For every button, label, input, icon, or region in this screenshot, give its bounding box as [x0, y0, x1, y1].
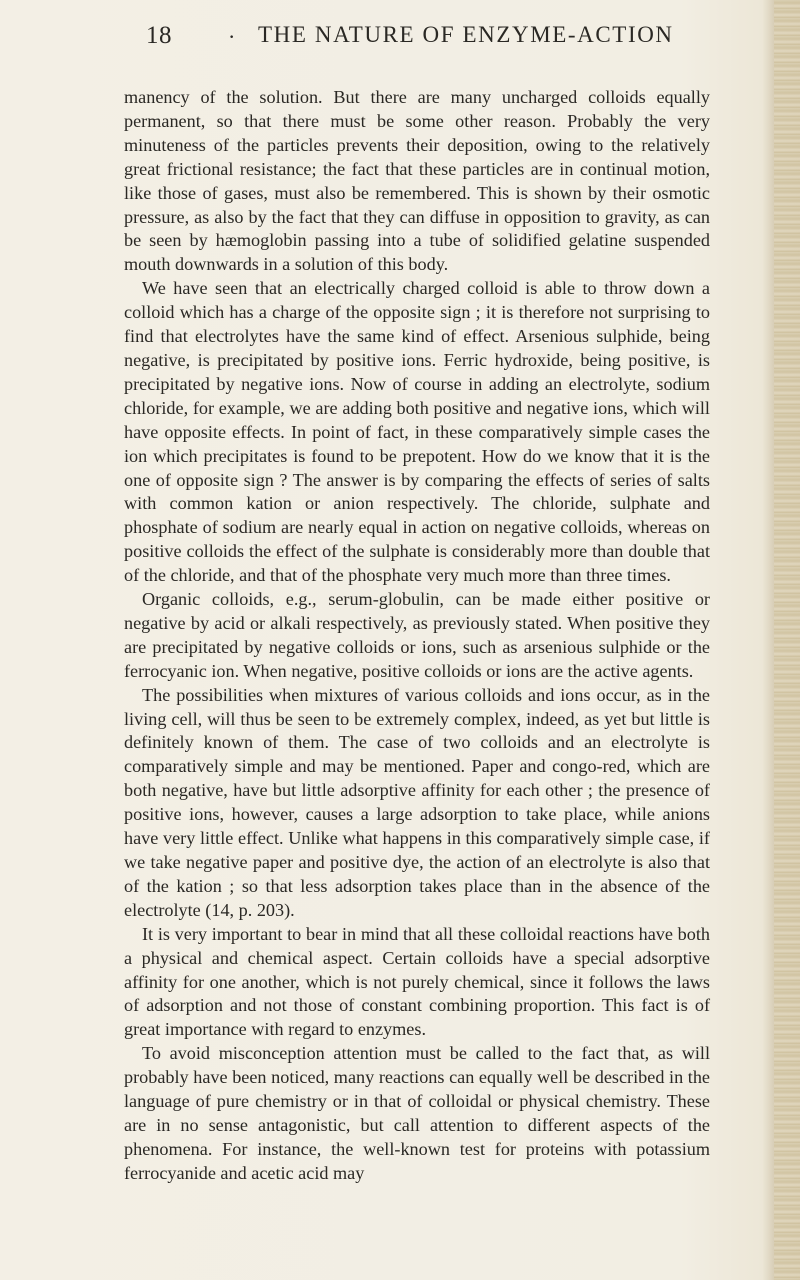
page-header	[0, 22, 800, 62]
paragraph: It is very important to bear in mind that all these colloidal reactions have both a physical and chemical aspect. Certain colloids have a special adsorptive affinity for one another, which is not purely chemical, since it follows the laws of adsorption and not those of constant combining proportion. This fact is of great importance with regard to enzymes.	[124, 923, 710, 1040]
page-number: 18	[146, 22, 172, 49]
paragraph: To avoid misconception attention must be called to the fact that, as will probably have been noticed, many reactions can equally well be described in the language of pure chemistry or in that of colloidal or physical chemistry. These are in no sense antagonistic, but call attention to different aspects of the phenomena. For instance, the well-known test for proteins with potassium ferrocyanide and acetic acid may	[124, 1043, 710, 1183]
paragraph: manency of the solution. But there are many uncharged colloids equally permanent, so that there must be some other reason. Probably the very minuteness of the particles prevents their deposition, owing to the relatively great frictional resistance; the fact that these particles are in continual motion, like those of gases, must also be remembered. This is shown by their osmotic pressure, as also by the fact that they can diffuse in opposition to gravity, as can be seen by hæmoglobin passing into a tube of solidified gelatine suspended mouth downwards in a solution of this body.	[124, 87, 710, 275]
paragraph: We have seen that an electrically charged colloid is able to throw down a colloid which has a charge of the opposite sign ; it is therefore not surprising to find that electrolytes have the same kind of effect. Arsenious sulphide, being negative, is precipitated by positive ions. Ferric hydroxide, being positive, is precipitated by negative ions. Now of course in adding an electrolyte, sodium chloride, for example, we are adding both positive and negative ions, which will have opposite effects. In point of fact, in these comparatively simple cases the ion which precipitates is found to be prepotent. How do we know that it is the one of opposite sign ? The answer is by comparing the effects of series of salts with common kation or anion respectively. The chloride, sulphate and phosphate of sodium are nearly equal in action on negative colloids, whereas on positive colloids the effect of the sulphate is considerably more than double that of the chloride, and that of the phosphate very much more than three times.	[124, 278, 710, 586]
page-shadow	[762, 0, 774, 1280]
body-text	[124, 86, 710, 1186]
running-head: THE NATURE OF ENZYME-ACTION	[258, 22, 674, 47]
paragraph: The possibilities when mixtures of various colloids and ions occur, as in the living cell, will thus be seen to be extremely complex, indeed, as yet but little is definitely known of them. The case of two colloids and an electrolyte is comparatively simple and may be mentioned. Paper and congo-red, which are both negative, have but little adsorptive affinity for each other ; the presence of positive ions, however, causes a large adsorption to take place, while anions have very little effect. Unlike what happens in this comparatively simple case, if we take negative paper and positive dye, the action of an electrolyte is also that of the kation ; so that less adsorption takes place than in the absence of the electrolyte (14, p. 203).	[124, 684, 710, 920]
header-separator: ·	[228, 24, 236, 49]
paragraph: Organic colloids, e.g., serum-globulin, can be made either positive or negative by acid or alkali respectively, as previously stated. When positive they are precipitated by negative colloids or ions, such as arsenious sulphide or the ferrocyanic ion. When negative, positive colloids or ions are the active agents.	[124, 589, 710, 681]
page-edge	[774, 0, 800, 1280]
